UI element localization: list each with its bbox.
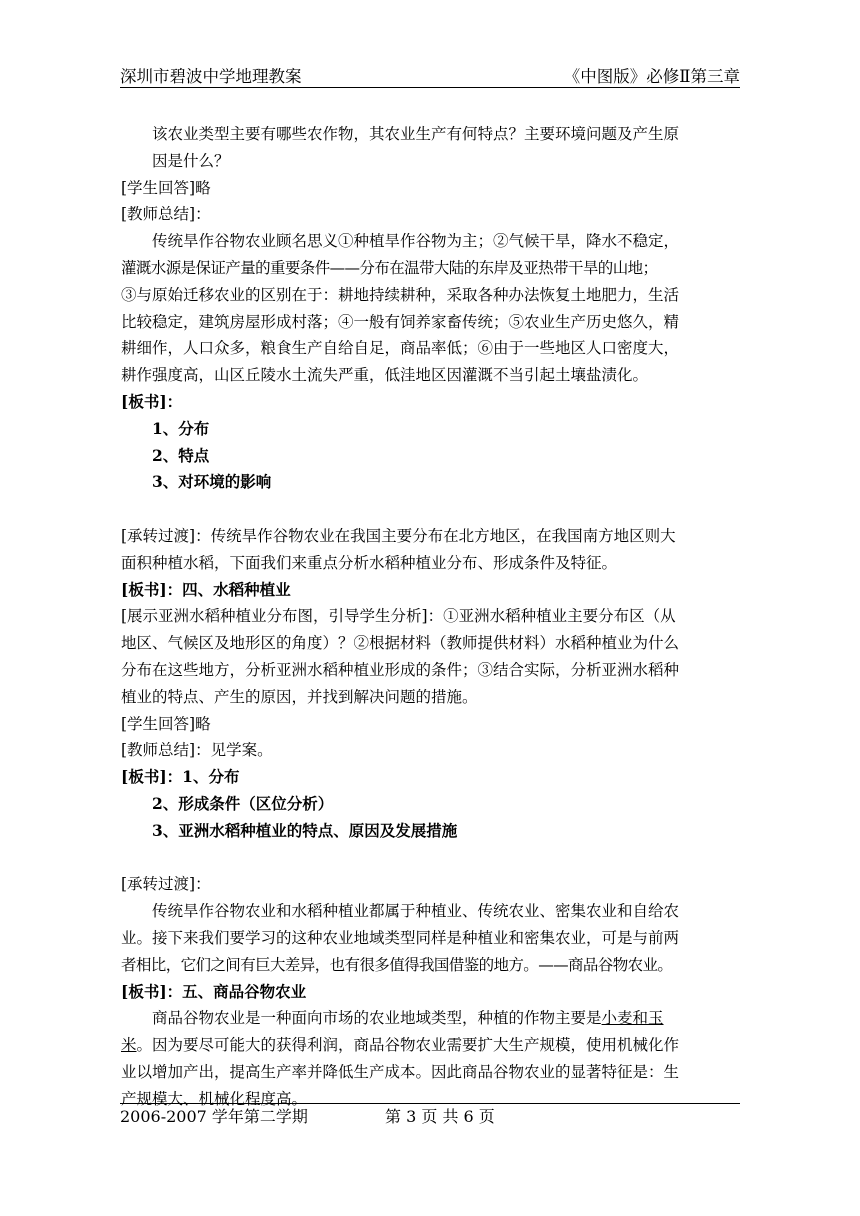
transition-line: 传统旱作谷物农业和水稻种植业都属于种植业、传统农业、密集农业和自给农 — [152, 902, 680, 921]
teacher-summary: [教师总结]：见学案。 — [121, 741, 273, 760]
student-answer: [学生回答]略 — [121, 714, 211, 733]
page-number: 第 3 页 共 6 页 — [385, 1107, 495, 1126]
transition-line: 者相比，它们之间有巨大差异，也有很多值得我国借鉴的地方。——商品谷物农业。 — [121, 955, 673, 974]
board-item: 2、形成条件（区位分析） — [152, 793, 334, 813]
header-school-title: 深圳市碧波中学地理教案 — [120, 67, 302, 86]
header-chapter-title: 《中图版》必修Ⅱ第三章 — [563, 67, 740, 86]
underlined-crops: 小麦和玉 — [601, 1009, 664, 1028]
transition-line: 业。接下来我们要学习的这种农业地域类型同样是种植业和密集农业，可是与前两 — [121, 928, 680, 947]
board-item: 3、对环境的影响 — [152, 472, 272, 492]
transition-heading: [承转过渡]： — [121, 875, 211, 894]
summary-line: 传统旱作谷物农业顾名思义①种植旱作谷物为主；②气候干旱，降水不稳定， — [152, 232, 680, 251]
paragraph-line: 业以增加产出，提高生产率并降低生产成本。因此商品谷物农业的显著特征是：生 — [121, 1062, 680, 1081]
student-answer: [学生回答]略 — [121, 178, 211, 197]
footer-term: 2006-2007 学年第二学期 — [120, 1107, 308, 1126]
question-line: 因是什么？ — [152, 151, 230, 170]
board-item: 1、分布 — [152, 418, 210, 438]
page-footer — [120, 1106, 740, 1130]
paragraph-line — [121, 1032, 741, 1059]
underlined-crops: 米 — [121, 1036, 137, 1055]
summary-line: 耕细作，人口众多，粮食生产自给自足，商品率低；⑥由于一些地区人口密度大， — [121, 339, 680, 358]
activity-line: 分布在这些地方，分析亚洲水稻种植业形成的条件；③结合实际，分析亚洲水稻种 — [121, 660, 680, 679]
board-item: [板书]：1、分布 — [121, 767, 240, 787]
document-body — [121, 121, 741, 1112]
summary-line: 比较稳定，建筑房屋形成村落；④一般有饲养家畜传统；⑤农业生产历史悠久，精 — [121, 312, 680, 331]
blank-line — [121, 845, 741, 872]
summary-line: 耕作强度高，山区丘陵水土流失严重，低洼地区因灌溉不当引起土壤盐渍化。 — [121, 366, 649, 385]
teacher-summary-heading: [教师总结]： — [121, 205, 211, 224]
summary-line: 灌溉水源是保证产量的重要条件——分布在温带大陆的东岸及亚热带干旱的山地； — [121, 258, 658, 277]
summary-line: ③与原始迁移农业的区别在于：耕地持续耕种，采取各种办法恢复土地肥力，生活 — [121, 285, 680, 304]
header-divider — [120, 87, 740, 88]
board-item: 3、亚洲水稻种植业的特点、原因及发展措施 — [152, 820, 458, 840]
transition-line: 面积种植水稻，下面我们来重点分析水稻种植业分布、形成条件及特征。 — [121, 553, 618, 572]
paragraph-text: 。因为要尽可能大的获得利润，商品谷物农业需要扩大生产规模，使用机械化作 — [136, 1036, 680, 1055]
activity-line: 植业的特点、产生的原因，并找到解决问题的措施。 — [121, 687, 478, 706]
paragraph-text: 商品谷物农业是一种面向市场的农业地域类型，种植的作物主要是 — [152, 1009, 602, 1028]
question-line: 该农业类型主要有哪些农作物，其农业生产有何特点？主要环境问题及产生原 — [152, 125, 680, 143]
blank-line — [121, 496, 741, 523]
board-heading: [板书]： — [121, 391, 183, 411]
activity-line: 地区、气候区及地形区的角度）？②根据材料（教师提供材料）水稻种植业为什么 — [121, 634, 680, 653]
footer-divider — [120, 1103, 740, 1104]
paragraph-line: 产规模大、机械化程度高。 — [121, 1089, 308, 1108]
board-heading: [板书]：四、水稻种植业 — [121, 579, 291, 599]
transition-line: [承转过渡]：传统旱作谷物农业在我国主要分布在北方地区，在我国南方地区则大 — [121, 526, 676, 545]
board-item: 2、特点 — [152, 445, 210, 465]
board-heading: [板书]：五、商品谷物农业 — [121, 981, 307, 1001]
paragraph-line — [121, 1005, 741, 1032]
activity-line: [展示亚洲水稻种植业分布图，引导学生分析]：①亚洲水稻种植业主要分布区（从 — [121, 607, 676, 626]
